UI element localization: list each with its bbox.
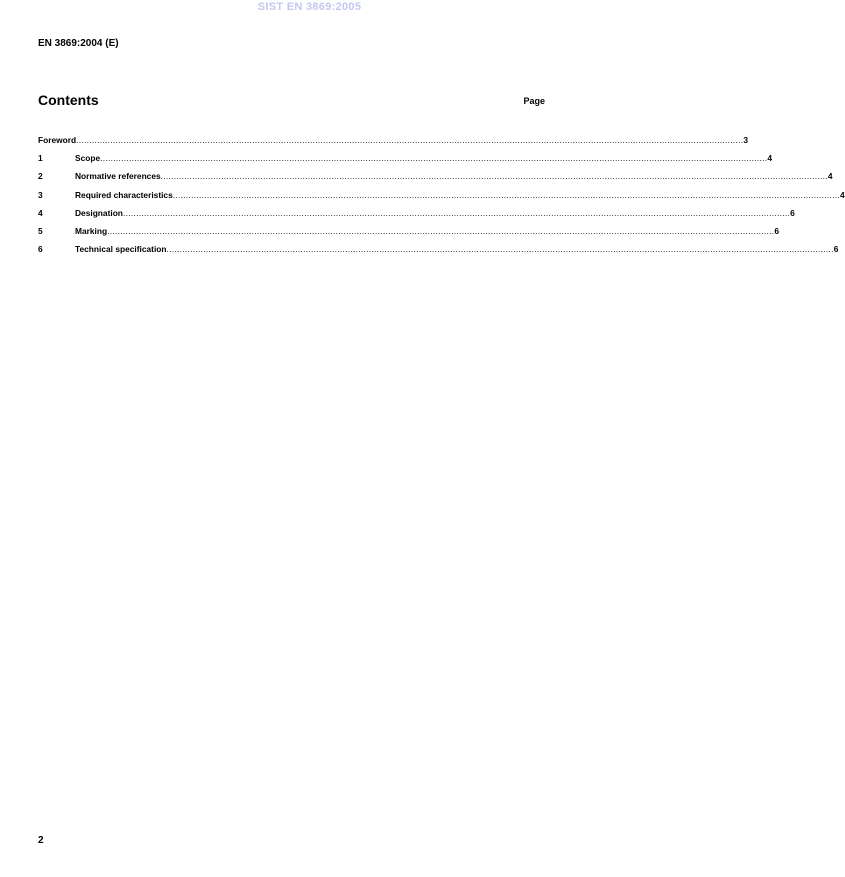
toc-entry-page: 6 <box>790 207 795 218</box>
toc-entry-number: 3 <box>38 189 43 200</box>
toc-entry-title: Technical specification <box>75 244 167 255</box>
toc-entry-number: 5 <box>38 225 43 236</box>
toc-entry-designation[interactable] <box>38 207 795 226</box>
dot-leader: .............................................................................................................................................................................................................................................................. <box>166 244 834 255</box>
toc-entry-page: 3 <box>743 135 749 145</box>
dot-leader: .............................................................................................................................................................................................................................................................. <box>160 171 828 182</box>
toc-entry-page: 6 <box>774 225 780 236</box>
dot-leader: .............................................................................................................................................................................................................................................................. <box>100 153 768 164</box>
toc-entry-foreword[interactable] <box>38 135 749 153</box>
table-of-contents <box>38 135 845 262</box>
toc-entry-page: 6 <box>833 244 839 255</box>
toc-entry-technical-specification[interactable] <box>38 244 839 262</box>
page-number: 2 <box>38 835 44 846</box>
toc-entry-number: 2 <box>38 171 43 182</box>
document-id: EN 3869:2004 (E) <box>38 38 119 49</box>
toc-entry-marking[interactable] <box>38 225 780 244</box>
toc-entry-title: Designation <box>75 207 123 218</box>
toc-entry-number: 6 <box>38 244 43 255</box>
toc-entry-required-characteristics[interactable] <box>38 189 845 208</box>
toc-entry-page: 4 <box>839 189 845 200</box>
dot-leader: .............................................................................................................................................................................................................................................................. <box>76 135 744 145</box>
watermark: SIST EN 3869:2005 <box>257 1 362 13</box>
toc-entry-page: 4 <box>767 153 773 164</box>
toc-entry-title: Normative references <box>75 171 161 182</box>
toc-entry-title: Scope <box>75 153 101 164</box>
dot-leader: .............................................................................................................................................................................................................................................................. <box>122 207 791 218</box>
dot-leader: .............................................................................................................................................................................................................................................................. <box>107 225 775 236</box>
toc-entry-number: 1 <box>38 153 43 164</box>
contents-heading: Contents <box>38 92 99 108</box>
page-column-header: Page <box>523 96 545 106</box>
toc-entry-title: Marking <box>75 225 108 236</box>
toc-entry-number: 4 <box>38 207 43 218</box>
toc-entry-scope[interactable] <box>38 153 773 171</box>
toc-entry-title: Foreword <box>38 135 77 145</box>
toc-entry-page: 4 <box>827 171 833 182</box>
dot-leader: .............................................................................................................................................................................................................................................................. <box>172 189 840 200</box>
toc-entry-normative-references[interactable] <box>38 171 833 189</box>
toc-entry-title: Required characteristics <box>75 189 173 200</box>
